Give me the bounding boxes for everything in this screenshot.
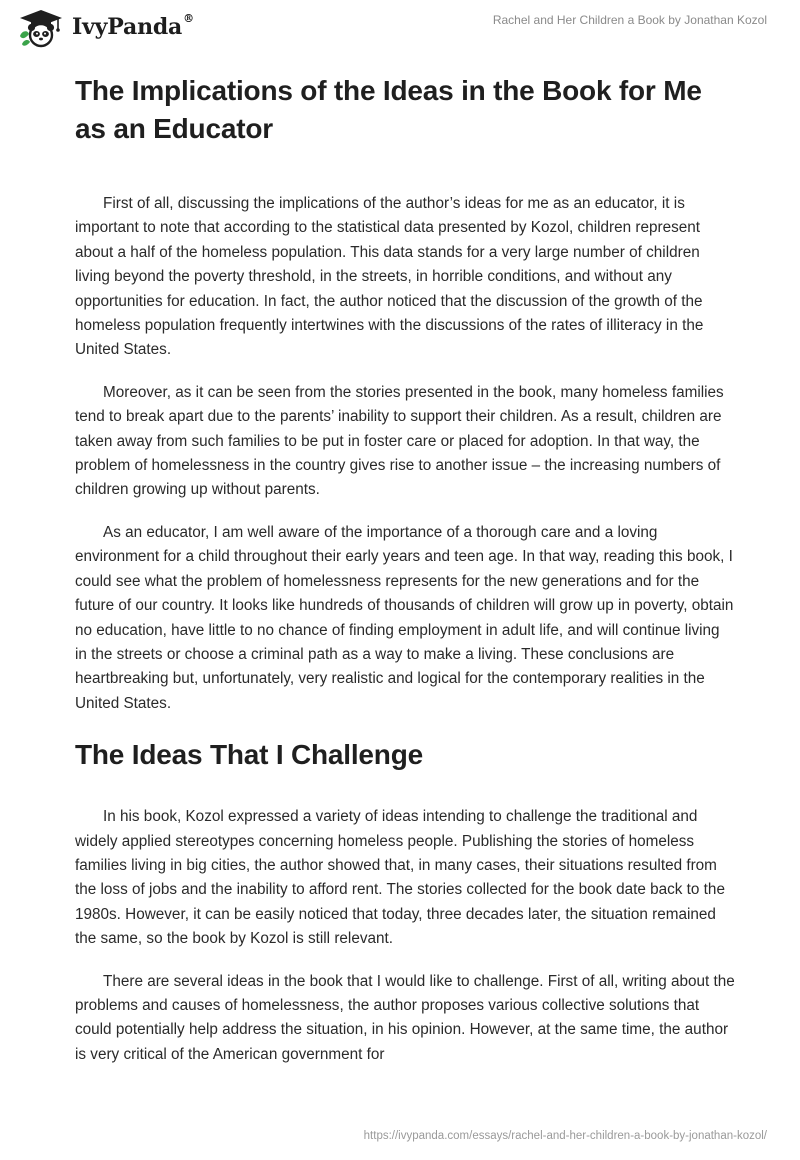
paragraph: As an educator, I am well aware of the importance of a thorough care and a loving environment for a child throughout their early years and teen age. In that way, reading this book, I could see what the problem of homelessness represents for the new generations and for the future of our country. It looks like hundreds of thousands of children will grow up in poverty, obtain no education, have little to no chance of finding employment in adult life, and will continue living in the streets or choose a criminal path as a way to make a living. These conclusions are heartbreaking but, unfortunately, very realistic and logical for the contemporary realities in the United States. [75, 523, 734, 712]
panda-graduate-icon [16, 8, 66, 48]
ivypanda-logo[interactable] [16, 8, 194, 48]
paragraph: There are several ideas in the book that I would like to challenge. First of all, writing about the problems and causes of homelessness, the author proposes various collective solutions that could potentially help address the situation, in his opinion. However, at the same time, the author is very critical of the American government for [75, 972, 735, 1063]
article-body [75, 72, 735, 1067]
paragraph: First of all, discussing the implications of the author’s ideas for me as an educator, it is important to note that according to the statistical data presented by Kozol, children represent about a half of the homeless population. This data stands for a very large number of children living beyond the poverty threshold, in the streets, in horrible conditions, and without any opportunities for education. In fact, the author noticed that the discussion of the growth of the homeless population frequently intertwines with the discussions of the rates of illiteracy in the United States. [75, 195, 704, 359]
source-url[interactable]: https://ivypanda.com/essays/rachel-and-her-children-a-book-by-jonathan-kozol/ [363, 1130, 767, 1142]
section-heading-challenge: The Ideas That I Challenge [75, 739, 423, 771]
paragraph: Moreover, as it can be seen from the stories presented in the book, many homeless families tend to break apart due to the parents’ inability to support their children. As a result, children are taken away from such families to be put in foster care or placed for adoption. In that way, the problem of homelessness in the country gives rise to another issue – the increasing numbers of children growing up without parents. [75, 383, 724, 499]
section-heading-implications: The Implications of the Ideas in the Book for Me as an Educator [75, 75, 702, 144]
logo-wordmark: IvyPanda® [72, 11, 194, 40]
registered-mark: ® [183, 11, 194, 25]
page-header [0, 0, 800, 56]
paragraph: In his book, Kozol expressed a variety of ideas intending to challenge the traditional and widely applied stereotypes concerning homeless people. Publishing the stories of homeless families living in big cities, the author showed that, in many cases, their situations resulted from the loss of jobs and the inability to afford rent. The stories collected for the book date back to the 1980s. However, it can be easily noticed that today, three decades later, the situation remained the same, so the book by Kozol is still relevant. [75, 808, 725, 948]
document-title: Rachel and Her Children a Book by Jonathan Kozol [492, 13, 767, 27]
